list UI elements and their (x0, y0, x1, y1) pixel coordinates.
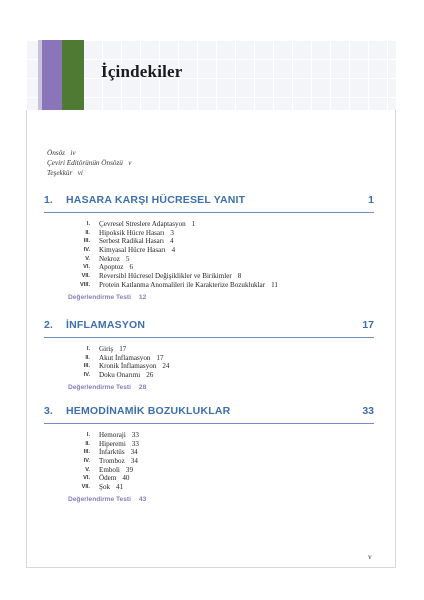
entry-page: 33 (131, 431, 139, 439)
entry-title: Akut İnflamasyon (99, 353, 151, 362)
front-matter-label: Teşekkür (47, 169, 73, 177)
chapter-3 (44, 405, 374, 505)
roman-numeral: II. (85, 229, 90, 236)
roman-numeral: IV. (83, 372, 90, 379)
entry-title: Giriş (99, 345, 114, 353)
front-matter-page: iv (70, 149, 76, 157)
roman-numeral: III. (83, 238, 90, 245)
chapter-title: HEMODİNAMİK BOZUKLUKLAR (66, 405, 231, 417)
toc-entry[interactable] (44, 483, 374, 492)
chapter-number: 3. (44, 405, 53, 417)
roman-numeral: I. (86, 346, 90, 352)
entry-title: Apoptoz (99, 263, 124, 272)
front-matter-page: v (128, 159, 132, 167)
entry-title: Nekroz (99, 254, 120, 263)
entry-title: Reversibl Hücresel Değişiklikler ve Birikimler (99, 272, 232, 281)
banner-stripe-purple (42, 40, 62, 110)
chapter-divider (44, 337, 374, 338)
toc-entry[interactable] (44, 220, 374, 229)
entry-title: Ödem (99, 474, 117, 483)
assessment-test-link[interactable] (44, 383, 374, 393)
entry-title: Kimyasal Hücre Hasarı (99, 246, 166, 255)
toc-entry[interactable] (44, 255, 374, 264)
roman-numeral: I. (86, 432, 90, 438)
entry-title: Kronik İnflamasyon (99, 362, 157, 371)
entry-page: 24 (162, 362, 170, 371)
entry-page: 26 (146, 371, 154, 380)
entry-title: Protein Katlanma Anomalileri ile Karakterize Bozukluklar (99, 280, 266, 289)
toc-entry[interactable] (44, 229, 374, 238)
entry-page: 6 (129, 263, 133, 272)
page-title: İçindekiler (101, 62, 183, 81)
entry-title: Serbest Radikal Hasarı (99, 237, 165, 246)
roman-numeral: III. (83, 363, 90, 370)
entry-title: Çevresel Streslere Adaptasyon (99, 220, 186, 228)
toc-entry[interactable] (44, 448, 374, 457)
chapter-heading[interactable] (44, 194, 374, 208)
test-label: Değerlendirme Testi (68, 293, 131, 301)
roman-numeral: II. (85, 354, 90, 361)
assessment-test-link[interactable] (44, 293, 374, 303)
entry-page: 34 (130, 448, 138, 457)
entry-title: Hemoraji (99, 431, 126, 439)
chapter-title: HASARA KARŞI HÜCRESEL YANIT (66, 194, 246, 206)
roman-numeral: V. (85, 466, 90, 473)
chapter-heading[interactable] (44, 405, 374, 419)
front-matter-item[interactable] (47, 148, 131, 158)
chapter-entries (44, 345, 374, 380)
front-matter-list (47, 148, 131, 178)
chapter-2 (44, 319, 374, 393)
chapter-number: 2. (44, 319, 53, 331)
toc-entry[interactable] (44, 371, 374, 380)
toc-entry[interactable] (44, 474, 374, 483)
entry-page: 17 (119, 345, 127, 353)
banner-stripe-green (62, 40, 84, 110)
front-matter-label: Çeviri Editörünün Önsözü (47, 159, 123, 167)
chapter-entries (44, 431, 374, 492)
toc-entry[interactable] (44, 345, 374, 354)
roman-numeral: IV. (83, 458, 90, 465)
test-label: Değerlendirme Testi (68, 495, 131, 503)
front-matter-label: Önsöz (47, 149, 65, 157)
roman-numeral: III. (83, 449, 90, 456)
toc-entry[interactable] (44, 272, 374, 281)
chapter-divider (44, 212, 374, 213)
chapter-title: İNFLAMASYON (66, 319, 146, 331)
entry-title: Tromboz (99, 457, 125, 466)
roman-numeral: IV. (83, 247, 90, 254)
chapter-page: 17 (362, 319, 374, 331)
assessment-test-link[interactable] (44, 495, 374, 505)
entry-title: Şok (99, 483, 111, 492)
front-matter-item[interactable] (47, 168, 131, 178)
chapter-page: 33 (362, 405, 374, 417)
toc-entry[interactable] (44, 281, 374, 290)
entry-page: 39 (125, 465, 133, 474)
entry-title: İnfarktüs (99, 448, 125, 457)
roman-numeral: VII. (81, 484, 90, 491)
roman-numeral: VIII. (80, 281, 90, 288)
toc-entry[interactable] (44, 362, 374, 371)
toc-entry[interactable] (44, 354, 374, 363)
toc-entry[interactable] (44, 440, 374, 449)
toc-entry[interactable] (44, 246, 374, 255)
entry-page: 4 (171, 246, 176, 255)
entry-page: 17 (156, 353, 164, 362)
toc-entry[interactable] (44, 263, 374, 272)
chapter-divider (44, 423, 374, 424)
chapter-number: 1. (44, 194, 53, 206)
roman-numeral: II. (85, 440, 90, 447)
entry-page: 41 (116, 483, 124, 492)
front-matter-page: vi (77, 169, 83, 177)
entry-title: Doku Onarımı (99, 371, 141, 380)
front-matter-item[interactable] (47, 158, 131, 168)
entry-page: 3 (170, 228, 174, 237)
toc-entry[interactable] (44, 457, 374, 466)
entry-page: 33 (131, 439, 139, 448)
entry-page: 5 (125, 254, 130, 263)
entry-page: 4 (170, 237, 174, 246)
test-page: 43 (138, 495, 147, 503)
entry-title: Emboli (99, 465, 120, 474)
toc-entry[interactable] (44, 466, 374, 475)
roman-numeral: VII. (81, 273, 90, 280)
entry-page: 40 (122, 474, 130, 483)
roman-numeral: VI. (83, 475, 90, 482)
test-page: 12 (138, 293, 147, 301)
chapter-1 (44, 194, 374, 303)
test-page: 28 (138, 383, 147, 391)
entry-page: 34 (130, 457, 138, 466)
entry-page: 8 (237, 272, 242, 281)
chapter-entries (44, 220, 374, 290)
test-label: Değerlendirme Testi (68, 383, 131, 391)
toc-entry[interactable] (44, 431, 374, 440)
chapter-heading[interactable] (44, 319, 374, 333)
roman-numeral: I. (86, 221, 90, 227)
chapter-page: 1 (368, 194, 374, 206)
entry-page: 1 (191, 220, 196, 228)
footer-page-number: v (368, 552, 372, 561)
entry-page: 11 (271, 280, 278, 289)
roman-numeral: VI. (83, 264, 90, 271)
entry-title: Hipoksik Hücre Hasarı (99, 228, 165, 237)
entry-title: Hiperemi (99, 439, 126, 448)
toc-entry[interactable] (44, 237, 374, 246)
roman-numeral: V. (85, 255, 90, 262)
